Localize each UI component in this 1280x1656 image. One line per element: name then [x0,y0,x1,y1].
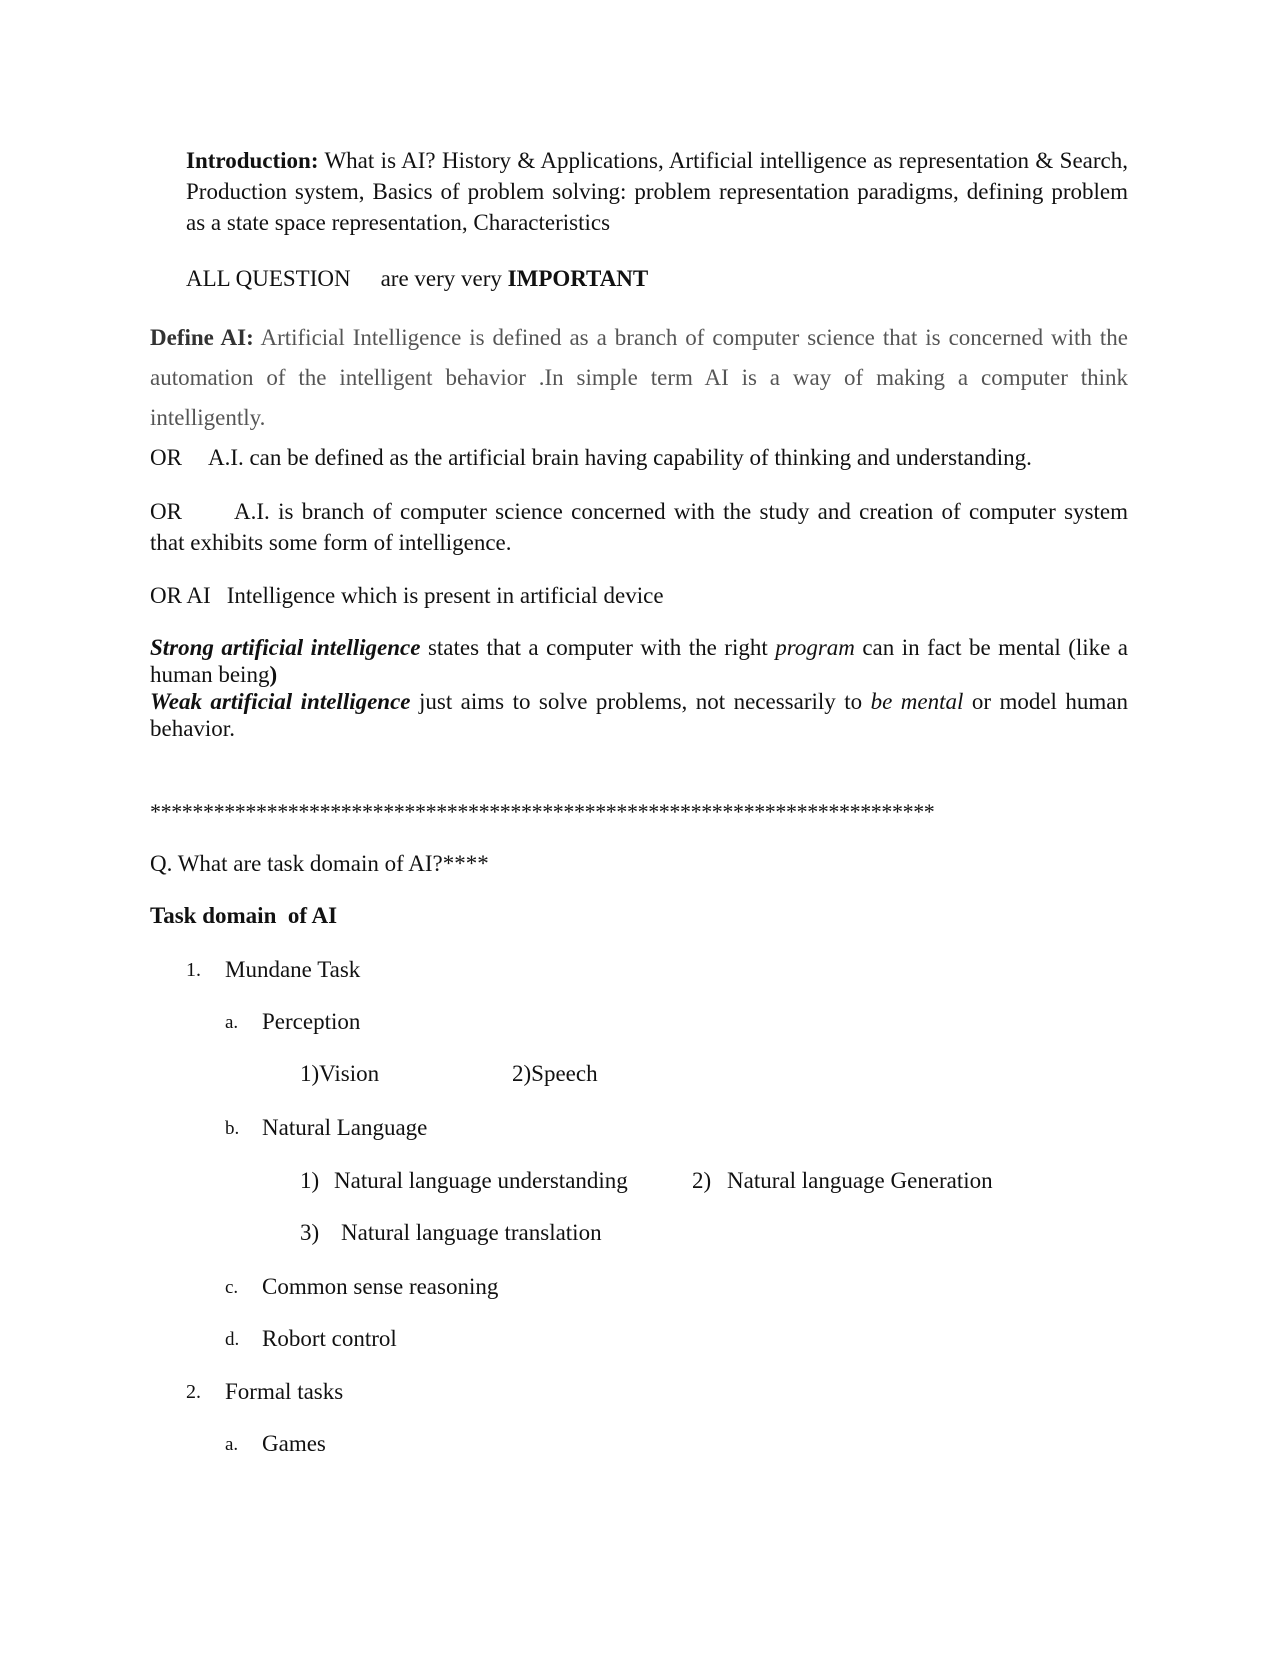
important-middle: are very very [380,266,508,291]
list-letter-c: c. [225,1277,239,1298]
weak-ai-label: Weak artificial intelligence [150,689,411,714]
list-letter-a: a. [225,1012,239,1033]
or2-text: A.I. is branch of computer science concerned with the study and creation of computer system that exhibits some form of intelligence. [150,499,1128,555]
list-item-mundane: Mundane Task [225,957,361,982]
or3-label: OR AI [150,583,211,608]
list-item-natural-language: Natural Language [262,1115,428,1140]
strong-ai-paragraph: Strong artificial intelligence states that a computer with the right program can in fact be mental (like a human being) [150,635,1129,687]
important-prefix: ALL QUESTION [186,266,351,291]
list-item-nl-generation: Natural language Generation [727,1168,993,1193]
define-label: Define AI: [150,325,254,350]
list-letter-a-2: a. [225,1434,239,1455]
important-bold: IMPORTANT [507,266,649,291]
important-line [186,263,648,294]
define-text: Artificial Intelligence is defined as a branch of computer science that is concerned with the automation of the intelligent behavior .In simple term AI is a way of making a computer think intelligently. [150,325,1128,430]
or1-text: A.I. can be defined as the artificial brain having capability of thinking and understanding. [207,445,1032,470]
nl-number-2: 2) [692,1168,712,1193]
strong-ai-label: Strong artificial intelligence [150,635,421,660]
list-item-formal-tasks: Formal tasks [225,1379,344,1404]
weak-ai-em: be mental [870,689,964,714]
list-item-nl-translation: Natural language translation [341,1220,602,1245]
list-item-nl-understanding: Natural language understanding [334,1168,628,1193]
list-letter-d: d. [225,1329,240,1350]
star-separator: ************************************************************************** [150,799,935,824]
strong-ai-em: program [775,635,855,660]
or-line-3 [150,580,664,611]
list-item-perception: Perception [262,1009,361,1034]
list-item-robot-control: Robort control [262,1326,397,1351]
task-domain-question: Q. What are task domain of AI?**** [150,851,489,876]
weak-ai-paragraph: Weak artificial intelligence just aims to solve problems, not necessarily to be mental or model human behavior. [150,689,1129,741]
list-letter-b: b. [225,1118,240,1139]
task-domain-heading: Task domain of AI [150,903,338,928]
or2-label: OR [150,499,182,524]
intro-paragraph [186,145,1128,238]
or3-text: Intelligence which is present in artificial device [226,583,664,608]
define-paragraph [150,318,1128,438]
list-item-speech: 2)Speech [512,1061,598,1086]
list-number-2: 2. [186,1381,201,1403]
or-line-1 [150,442,1032,473]
list-item-games: Games [262,1431,326,1456]
nl-number-3: 3) [300,1220,320,1245]
intro-text: What is AI? History & Applications, Artificial intelligence as representation & Search, Production system, Basics of problem solving: problem representation paradigms, defining problem as a state space representation, Characteristics [186,148,1128,235]
list-item-common-sense: Common sense reasoning [262,1274,499,1299]
nl-number-1: 1) [300,1168,320,1193]
intro-label: Introduction: [186,148,319,173]
or1-label: OR [150,445,182,470]
list-number-1: 1. [186,959,201,981]
list-item-vision: 1)Vision [300,1061,380,1086]
